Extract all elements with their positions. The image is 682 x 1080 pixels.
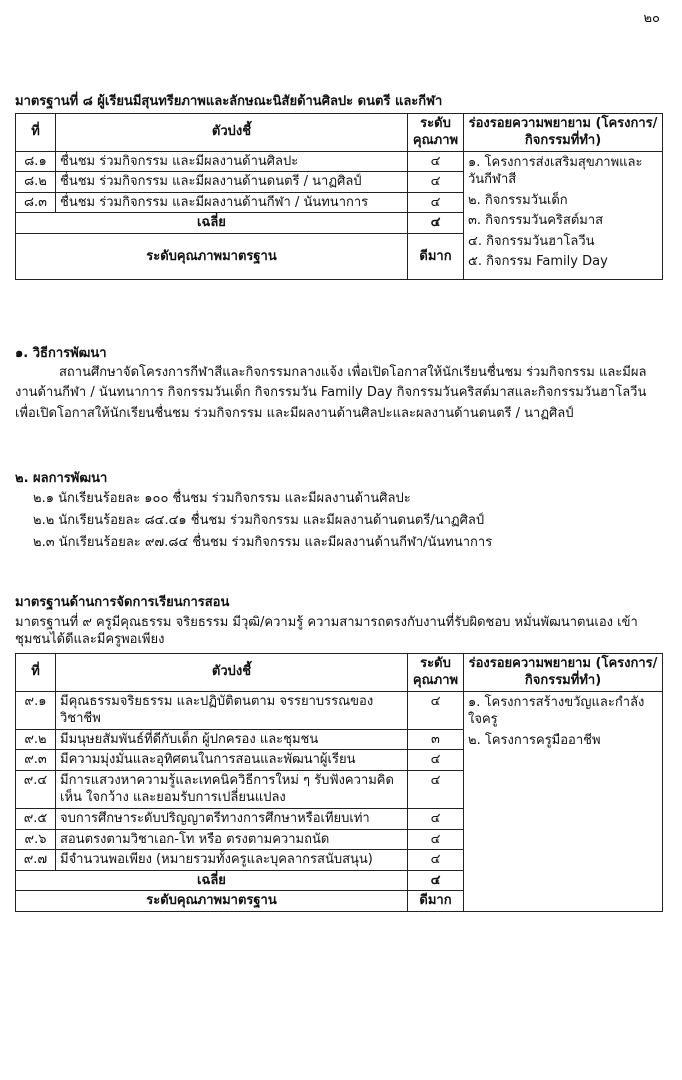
row-indicator: มีการแสวงหาความรู้และเทคนิควิธีการใหม่ ๆ รับฟังความคิดเห็น ใจกว้าง และยอมรับการเปลี่ยนแปลง	[56, 770, 408, 808]
row-no: ๙.๖	[16, 829, 56, 850]
row-level: ๔	[408, 172, 464, 193]
standard-8-table	[15, 113, 663, 280]
row-level: ๔	[408, 850, 464, 871]
average-label: เฉลี่ย	[16, 870, 408, 891]
header-no: ที่	[16, 113, 56, 151]
row-indicator: ชื่นชม ร่วมกิจกรรม และมีผลงานด้านศิลปะ	[56, 151, 408, 172]
project-item: ๑. โครงการส่งเสริมสุขภาพและวันกีฬาสี	[468, 154, 643, 188]
row-no: ๙.๗	[16, 850, 56, 871]
result-item: ๒.๒ นักเรียนร้อยละ ๘๔.๔๑ ชื่นชม ร่วมกิจกรรม และมีผลงานด้านดนตรี/นาฏศิลป์	[33, 512, 485, 528]
row-no: ๙.๓	[16, 750, 56, 771]
standard-9-title-text: มาตรฐานที่ ๙ ครูมีคุณธรรม จริยธรรม มีวุฒิ/ความรู้ ความสามารถตรงกับงานที่รับผิดชอบ หมั่นพัฒนาตนเอง เข้าชุมชนได้ดีและมีครูพอเพียง	[15, 614, 638, 648]
standard-8-title: มาตรฐานที่ ๘ ผู้เรียนมีสุนทรียภาพและลักษณะนิสัยด้านศิลปะ ดนตรี และกีฬา	[15, 94, 443, 109]
row-level: ๔	[408, 809, 464, 830]
header-trace: ร่องรอยความพยายาม (โครงการ/กิจกรรมที่ทำ)	[464, 653, 663, 691]
row-no: ๙.๔	[16, 770, 56, 808]
standard-9-section	[15, 594, 662, 912]
row-indicator: มีจำนวนพอเพียง (หมายรวมทั้งครูและบุคลากรสนับสนุน)	[56, 850, 408, 871]
row-level: ๔	[408, 691, 464, 729]
project-item: ๔. กิจกรรมวันฮาโลวีน	[468, 233, 595, 249]
project-item: ๓. กิจกรรมวันคริสต์มาส	[468, 213, 604, 229]
table-header-row	[16, 653, 663, 691]
page-number: ๒๐	[643, 11, 660, 26]
table-row	[16, 691, 663, 729]
development-method-section	[15, 345, 662, 425]
row-no: ๙.๑	[16, 691, 56, 729]
quality-label: ระดับคุณภาพมาตรฐาน	[16, 233, 408, 279]
row-level: ๔	[408, 151, 464, 172]
header-trace: ร่องรอยความพยายาม (โครงการ/กิจกรรมที่ทำ)	[464, 113, 663, 151]
header-indicator: ตัวบ่งชี้	[56, 113, 408, 151]
quality-label: ระดับคุณภาพมาตรฐาน	[16, 891, 408, 912]
row-level: ๔	[408, 829, 464, 850]
header-level: ระดับคุณภาพ	[408, 653, 464, 691]
row-no: ๘.๒	[16, 172, 56, 193]
header-no: ที่	[16, 653, 56, 691]
result-item: ๒.๓ นักเรียนร้อยละ ๙๗.๘๔ ชื่นชม ร่วมกิจกรรม และมีผลงานด้านกีฬา/นันทนาการ	[33, 534, 493, 550]
teaching-standard-title: มาตรฐานด้านการจัดการเรียนการสอน	[15, 595, 230, 610]
row-indicator: สอนตรงตามวิชาเอก-โท หรือ ตรงตามความถนัด	[56, 829, 408, 850]
quality-value: ดีมาก	[408, 233, 464, 279]
row-no: ๙.๒	[16, 729, 56, 750]
table-header-row	[16, 113, 663, 151]
row-indicator: มีมนุษยสัมพันธ์ที่ดีกับเด็ก ผู้ปกครอง และชุมชน	[56, 729, 408, 750]
row-indicator: ชื่นชม ร่วมกิจกรรม และมีผลงานด้านกีฬา / นันทนาการ	[56, 192, 408, 213]
development-result-title: ๒. ผลการพัฒนา	[15, 471, 108, 486]
standard-8-section	[15, 93, 662, 280]
project-item: ๒. กิจกรรมวันเด็ก	[468, 192, 568, 208]
row-indicator: มีความมุ่งมั่นและอุทิศตนในการสอนและพัฒนาผู้เรียน	[56, 750, 408, 771]
result-item: ๒.๑ นักเรียนร้อยละ ๑๐๐ ชื่นชม ร่วมกิจกรรม และมีผลงานด้านศิลปะ	[33, 490, 411, 506]
header-level: ระดับคุณภาพ	[408, 113, 464, 151]
row-indicator: จบการศึกษาระดับปริญญาตรีทางการศึกษาหรือเทียบเท่า	[56, 809, 408, 830]
quality-value: ดีมาก	[408, 891, 464, 912]
average-value: ๔	[408, 213, 464, 234]
header-indicator: ตัวบ่งชี้	[56, 653, 408, 691]
row-level: ๔	[408, 770, 464, 808]
project-item: ๒. โครงการครูมืออาชีพ	[468, 732, 601, 748]
average-label: เฉลี่ย	[16, 213, 408, 234]
standard-9-table	[15, 653, 663, 912]
row-indicator: ชื่นชม ร่วมกิจกรรม และมีผลงานด้านดนตรี / นาฏศิลป์	[56, 172, 408, 193]
development-result-section	[15, 470, 662, 554]
row-level: ๔	[408, 750, 464, 771]
row-level: ๓	[408, 729, 464, 750]
development-method-title: ๑. วิธีการพัฒนา	[15, 346, 107, 361]
project-item: ๑. โครงการสร้างขวัญและกำลังใจครู	[468, 694, 645, 728]
row-no: ๘.๑	[16, 151, 56, 172]
row-no: ๙.๕	[16, 809, 56, 830]
table-row	[16, 151, 663, 172]
development-method-text: สถานศึกษาจัดโครงการกีฬาสีและกิจกรรมกลางแจ้ง เพื่อเปิดโอกาสให้นักเรียนชื่นชม ร่วมกิจกรรม และมีผลงานด้านกีฬา / นันทนาการ กิจกรรมวันเด็ก กิจกรรมวัน Family Day กิจกรรมวันคริสต์มาสและกิจกรรมวันฮาโลวีนเพื่อเปิดโอกาสให้นักเรียนชื่นชม ร่วมกิจกรรม และมีผลงานด้านศิลปะและผลงานด้านดนตรี / นาฏศิลป์	[15, 364, 647, 422]
average-value: ๔	[408, 870, 464, 891]
row-level: ๔	[408, 192, 464, 213]
standard-9-title	[15, 614, 662, 649]
project-item: ๕. กิจกรรม Family Day	[468, 254, 608, 270]
project-list-cell	[464, 151, 663, 279]
project-list-cell	[464, 691, 663, 911]
row-indicator: มีคุณธรรมจริยธรรม และปฏิบัติตนตาม จรรยาบรรณของวิชาชีพ	[56, 691, 408, 729]
row-no: ๘.๓	[16, 192, 56, 213]
